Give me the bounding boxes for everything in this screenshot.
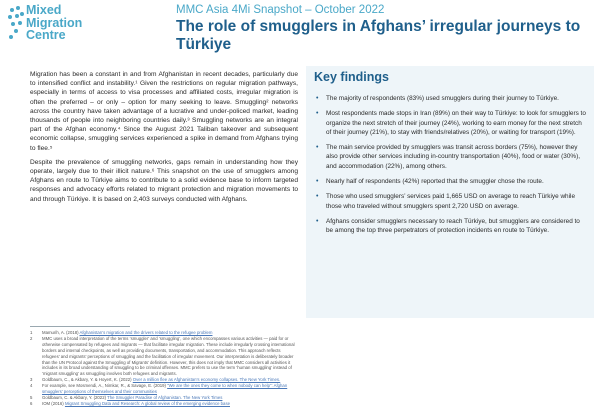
footnote-number: 2 (30, 335, 33, 341)
intro-paragraph-2: Despite the prevalence of smuggling networks, gaps remain in understanding how they operate, largely due to their illicit nature.⁶ This snapshot on the use of smugglers among Afghans en route to Türkiye aims to contribute to a solid evidence base to inform targeted responses and advocacy efforts related to migrant protection and migration movements to and through Türkiye. It is based on 2,403 surveys conducted with Afghans. (30, 158, 298, 203)
footnote-text: MMC uses a broad interpretation of the terms ‘smuggler’ and ‘smuggling’, one which encompasses various activities — paid for or otherwise compensated by refugees and migrants — that facilitate irregular migration. These include irregularly crossing international borders and internal checkpoints, as well as providing documents, transportation, and accommodation. This approach reflects refugees’ and migrants’ perceptions of smuggling and the facilitation of irregular movement. Our interpretation is deliberately broader than the UN Protocol against the Smuggling of Migrants’ definition. However, this does not imply that MMC considers all activities it includes in its broad understanding of smuggling to be criminal offenses. MMC prefers to use the term ‘human smuggling’ instead of ‘migrant smuggling’ as smuggling involves both refugees and migrants. (42, 335, 295, 377)
snapshot-label: MMC Asia 4Mi Snapshot – October 2022 (176, 4, 385, 16)
logo-text (26, 4, 82, 42)
bullet-icon: • (316, 217, 319, 225)
key-finding-text: Nearly half of respondents (42%) reported that the smuggler chose the route. (326, 178, 544, 186)
footnote-divider (30, 326, 130, 327)
footnote-number: 4 (30, 383, 33, 389)
bullet-icon: • (316, 95, 319, 102)
key-finding-text: The main service provided by smugglers was transit across borders (75%), however they also provide other services including in-country transportation (40%), food or water (30%), and accommodation (22%), among others. (326, 144, 580, 170)
footnote-link[interactable]: Over a million flee as Afghanistan’s economy collapses. The New York Times. (132, 377, 281, 383)
footnote-text: IOM (2016) (42, 400, 65, 406)
key-findings-list (314, 94, 586, 242)
footnote-text: Goldbaum, C. & Akbary, Y. (2022) (42, 394, 108, 400)
bullet-icon: • (316, 144, 319, 152)
footnote-link[interactable]: The Smuggler Paradise of Afghanistan. The New York Times (107, 394, 223, 400)
footnote-link[interactable]: Afghanistan’s migration and the drivers related to the refugee problem (79, 330, 213, 335)
footnote-text: Mamurih, A. (2018) (42, 330, 80, 335)
intro-paragraph-1: Migration has been a constant in and from Afghanistan in recent decades, particularly due to intensified conflict and instability.¹ Given the restrictions on regular migration pathways, especially in terms of access to visa processes and affiliated costs, irregular migration is often the preferred – or only – option for many seeking to leave. Smuggling² networks across the country have taken advantage of a lucrative and under-policed market, leading thousands of people into neighboring countries daily.³ Smuggling networks are an integral part of the Afghan economy.⁴ Since the August 2021 Taliban takeover and subsequent economic collapse, smuggling services experienced a spike in demand from Afghans trying to flee.⁵ (30, 71, 298, 152)
key-finding-text: Most respondents made stops in Iran (89%) on their way to Türkiye: to look for smugglers to organize the next stretch of their journey (24%), working to earn money for the next stretch of their journey (21%), to stay with friends/relatives (20%), or waiting for transport (19%). (326, 110, 586, 136)
key-finding-text: The majority of respondents (83%) used smugglers during their journey to Türkiye. (326, 95, 559, 102)
key-finding-item (314, 143, 586, 171)
footnote-text: For example, see Mosmendi, A., Nimkar, R., & Savage, E. (2019) (42, 383, 168, 389)
footnote-number: 5 (30, 394, 33, 400)
logo-line-3: Centre (26, 28, 66, 42)
key-finding-item (314, 94, 586, 103)
bullet-icon: • (316, 193, 319, 201)
footnote-link[interactable]: Migrant Smuggling Data and Research: A global review of the emerging evidence base (64, 400, 230, 406)
logo-dots-icon (8, 6, 24, 46)
key-finding-text: Afghans consider smugglers necessary to reach Türkiye, but smugglers are considered to be among the top three perpetrators of protection incidents en route to Türkiye. (326, 217, 580, 235)
intro-text (30, 70, 298, 209)
header (0, 0, 600, 64)
key-finding-item (314, 109, 586, 137)
footnote-number: 6 (30, 400, 33, 406)
bullet-icon: • (316, 110, 319, 118)
key-finding-item (314, 192, 586, 211)
footnote-number: 1 (30, 330, 33, 335)
footnote-text: Goldbaum, C., & Akbary, Y. & Hoyert, K. (2022) (42, 377, 133, 383)
page-title: The role of smugglers in Afghans’ irregular journeys to Türkiye (176, 18, 581, 53)
footnotes (30, 330, 298, 407)
bullet-icon: • (316, 178, 319, 186)
footnote (30, 383, 298, 395)
key-finding-text: Those who used smugglers’ services paid 1,665 USD on average to reach Türkiye while those who traveled without smugglers spent 2,720 USD on average. (326, 193, 576, 210)
logo-line-1: Mixed (26, 3, 62, 17)
footnote-link[interactable]: “We are the ones they come to when nobody can help”: Afghan smugglers’ perceptions of themselves and their communities (42, 383, 288, 395)
key-finding-item (314, 177, 586, 186)
key-findings-title: Key findings (314, 70, 390, 84)
footnote-number: 3 (30, 377, 33, 383)
key-finding-item (314, 217, 586, 236)
key-findings-box (306, 66, 594, 318)
logo-line-2: Migration (26, 15, 83, 30)
footnote (30, 336, 298, 377)
footnote (30, 401, 298, 407)
mmc-logo (8, 4, 128, 52)
